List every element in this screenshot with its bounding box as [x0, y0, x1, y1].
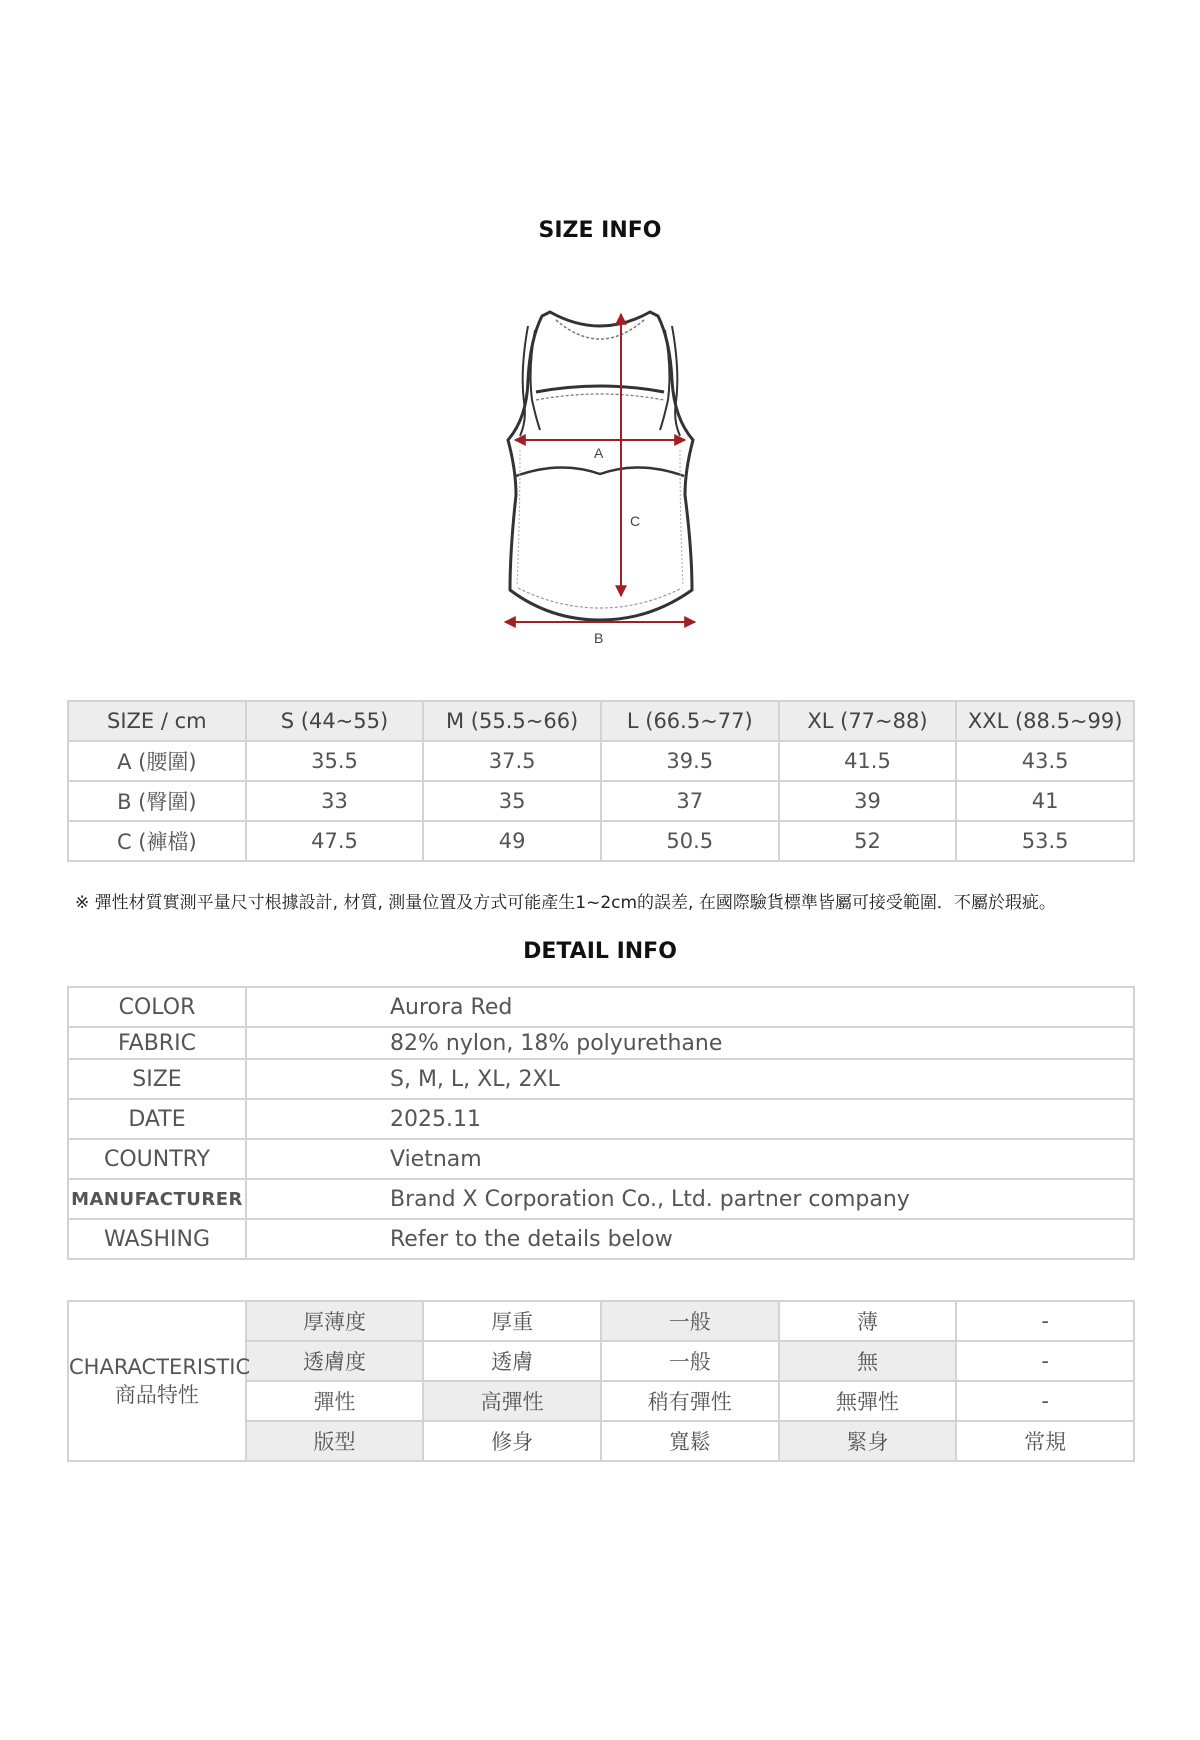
size-table-header: S (44~55) [246, 701, 424, 741]
table-row [68, 821, 1134, 861]
characteristic-option: 稍有彈性 [601, 1381, 779, 1421]
row-label: B (臀圍) [68, 781, 246, 821]
characteristic-option-selected: 緊身 [779, 1421, 957, 1461]
table-row [68, 1059, 1134, 1099]
characteristic-option: 厚重 [423, 1301, 601, 1341]
table-row [68, 1099, 1134, 1139]
diagram-label-b: B [594, 630, 604, 646]
size-value: 43.5 [956, 741, 1134, 781]
size-value: 41.5 [779, 741, 957, 781]
size-info-title: SIZE INFO [538, 218, 662, 243]
table-row [68, 741, 1134, 781]
measurement-note: ※ 彈性材質實測平量尺寸根據設計, 材質, 測量位置及方式可能產生1~2cm的誤差, 在國際驗貨標準皆屬可接受範圍．不屬於瑕疵。 [75, 893, 1056, 913]
detail-key: WASHING [68, 1219, 246, 1259]
table-row [68, 1301, 1134, 1341]
characteristic-option-selected: 無 [779, 1341, 957, 1381]
characteristic-option: - [956, 1341, 1134, 1381]
characteristic-name: 厚薄度 [246, 1301, 424, 1341]
characteristic-label [68, 1301, 251, 1461]
detail-key: MANUFACTURER [68, 1179, 246, 1219]
characteristic-option-selected: 一般 [601, 1301, 779, 1341]
detail-key: DATE [68, 1099, 246, 1139]
size-value: 52 [779, 821, 957, 861]
characteristic-option: 常規 [956, 1421, 1134, 1461]
detail-info-title: DETAIL INFO [523, 939, 677, 964]
table-row [68, 1219, 1134, 1259]
size-table [67, 700, 1135, 862]
characteristic-option: 修身 [423, 1421, 601, 1461]
detail-key: FABRIC [68, 1027, 246, 1059]
diagram-label-c: C [630, 513, 641, 529]
detail-value: S, M, L, XL, 2XL [246, 1059, 1134, 1099]
size-table-header: L (66.5~77) [601, 701, 779, 741]
characteristic-option: 薄 [779, 1301, 957, 1341]
size-table-header-row [68, 701, 1134, 741]
size-value: 35 [423, 781, 601, 821]
size-value: 39.5 [601, 741, 779, 781]
size-value: 37.5 [423, 741, 601, 781]
characteristic-name: 透膚度 [246, 1341, 424, 1381]
diagram-label-a: A [594, 445, 604, 461]
characteristic-label-en: CHARACTERISTIC [69, 1355, 251, 1379]
detail-value: Aurora Red [246, 987, 1134, 1027]
size-value: 53.5 [956, 821, 1134, 861]
detail-key: COLOR [68, 987, 246, 1027]
tank-top-icon [480, 300, 720, 650]
table-row [68, 1179, 1134, 1219]
size-value: 47.5 [246, 821, 424, 861]
characteristic-option: - [956, 1301, 1134, 1341]
size-value: 35.5 [246, 741, 424, 781]
characteristic-name: 版型 [246, 1421, 424, 1461]
size-table-header: M (55.5~66) [423, 701, 601, 741]
characteristic-option: 透膚 [423, 1341, 601, 1381]
detail-value: 82% nylon, 18% polyurethane [246, 1027, 1134, 1059]
detail-table [67, 986, 1135, 1260]
detail-value: Brand X Corporation Co., Ltd. partner company [246, 1179, 1134, 1219]
characteristic-option: - [956, 1381, 1134, 1421]
characteristic-name: 彈性 [246, 1381, 424, 1421]
row-label: C (褲檔) [68, 821, 246, 861]
table-row [68, 1027, 1134, 1059]
detail-key: SIZE [68, 1059, 246, 1099]
table-row [68, 1139, 1134, 1179]
characteristic-option: 一般 [601, 1341, 779, 1381]
characteristic-option: 寬鬆 [601, 1421, 779, 1461]
detail-value: Refer to the details below [246, 1219, 1134, 1259]
size-value: 39 [779, 781, 957, 821]
size-table-header: XXL (88.5~99) [956, 701, 1134, 741]
detail-value: 2025.11 [246, 1099, 1134, 1139]
size-value: 37 [601, 781, 779, 821]
size-value: 33 [246, 781, 424, 821]
size-table-header: XL (77~88) [779, 701, 957, 741]
table-row [68, 987, 1134, 1027]
size-value: 50.5 [601, 821, 779, 861]
characteristic-table [67, 1300, 1135, 1462]
table-row [68, 781, 1134, 821]
detail-key: COUNTRY [68, 1139, 246, 1179]
characteristic-option-selected: 高彈性 [423, 1381, 601, 1421]
size-table-header: SIZE / cm [68, 701, 246, 741]
characteristic-option: 無彈性 [779, 1381, 957, 1421]
characteristic-label-zh: 商品特性 [114, 1383, 199, 1407]
row-label: A (腰圍) [68, 741, 246, 781]
tank-top-measurement-diagram [480, 300, 720, 650]
size-value: 41 [956, 781, 1134, 821]
detail-value: Vietnam [246, 1139, 1134, 1179]
size-value: 49 [423, 821, 601, 861]
